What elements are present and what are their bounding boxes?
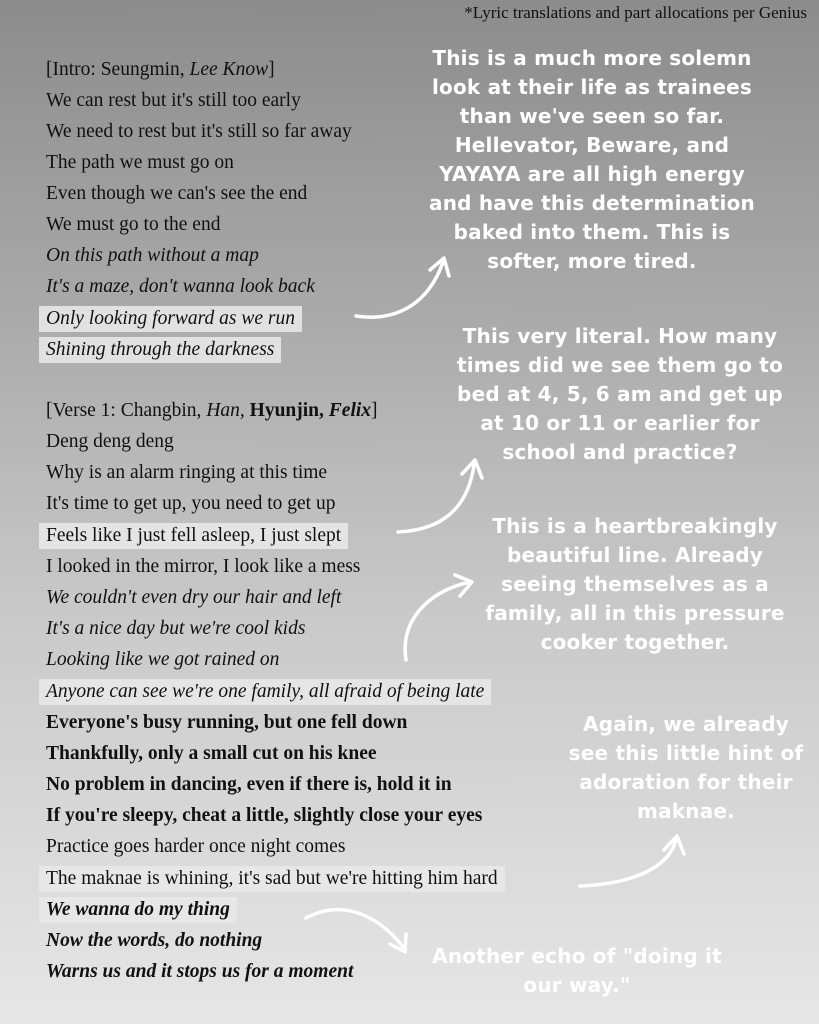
lyric-line: Everyone's busy running, but one fell down	[46, 712, 408, 733]
highlighted-lyric-line: Shining through the darkness	[39, 337, 281, 363]
highlighted-lyric-line: Anyone can see we're one family, all afraid of being late	[39, 679, 491, 705]
annotation-solemn	[400, 44, 784, 276]
annotation-line: than we've seen so far.	[459, 104, 725, 128]
annotation-line: baked into them. This is	[453, 220, 731, 244]
lyric-line: We must go to the end	[46, 214, 221, 235]
header-han: Han,	[206, 400, 245, 421]
highlighted-lyric-line: Feels like I just fell asleep, I just slept	[39, 523, 348, 549]
lyric-line: Practice goes harder once night comes	[46, 836, 346, 857]
annotation-maknae	[556, 710, 816, 826]
annotation-line: times did we see them go to	[456, 353, 784, 377]
annotation-line: family, all in this pressure	[485, 601, 785, 625]
lyric-line: Even though we can's see the end	[46, 183, 308, 204]
translation-credit: *Lyric translations and part allocations per Genius	[464, 3, 807, 22]
annotation-line: Hellevator, Beware, and	[454, 133, 730, 157]
annotation-line: look at their life as trainees	[431, 75, 752, 99]
lyric-line: Thankfully, only a small cut on his knee	[46, 743, 377, 764]
annotation-line: at 10 or 11 or earlier for	[480, 411, 760, 435]
section-header-intro	[46, 57, 275, 83]
highlighted-lyric-line: We wanna do my thing	[39, 897, 237, 923]
lyric-line: We couldn't even dry our hair and left	[46, 587, 342, 608]
lyric-line: Now the words, do nothing	[46, 930, 263, 951]
annotation-line: Again, we already	[583, 712, 789, 736]
lyric-line: Why is an alarm ringing at this time	[46, 462, 328, 483]
annotation-line: bed at 4, 5, 6 am and get up	[457, 382, 783, 406]
annotation-line: softer, more tired.	[487, 249, 697, 273]
annotation-line: seeing themselves as a	[501, 572, 769, 596]
annotation-line: This is a much more solemn	[432, 46, 752, 70]
annotation-line: maknae.	[637, 799, 735, 823]
annotation-line: school and practice?	[502, 440, 738, 464]
section-header-verse-1	[46, 398, 378, 424]
header-hyunjin: Hyunjin,	[249, 400, 324, 421]
lyric-line: It's a maze, don't wanna look back	[46, 276, 315, 297]
lyric-line: We need to rest but it's still so far away	[46, 121, 352, 142]
lyric-line: We can rest but it's still too early	[46, 90, 301, 111]
lyric-line: Deng deng deng	[46, 431, 174, 452]
lyric-line: I looked in the mirror, I look like a mess	[46, 556, 361, 577]
annotation-line: This very literal. How many	[462, 324, 778, 348]
annotation-our-way	[412, 942, 742, 1000]
annotation-line: and have this determination	[429, 191, 755, 215]
annotation-line: cooker together.	[540, 630, 730, 654]
annotation-line: YAYAYA are all high energy	[439, 162, 745, 186]
lyric-line: If you're sleepy, cheat a little, slightly close your eyes	[46, 805, 483, 826]
highlighted-lyric-line: Only looking forward as we run	[39, 306, 302, 332]
highlighted-lyric-line: The maknae is whining, it's sad but we're hitting him hard	[39, 866, 505, 892]
header-felix: Felix	[328, 400, 372, 421]
annotation-line: This is a heartbreakingly	[492, 514, 778, 538]
lyric-line: It's time to get up, you need to get up	[46, 493, 336, 514]
header-text: [Verse 1: Changbin,	[46, 400, 207, 421]
lyric-line: On this path without a map	[46, 245, 259, 266]
header-bracket: ]	[371, 400, 378, 421]
annotation-line: adoration for their	[579, 770, 793, 794]
header-bracket: ]	[268, 59, 275, 80]
header-lee-know: Lee Know	[189, 59, 269, 80]
header-text: [Intro: Seungmin,	[46, 59, 190, 80]
lyric-line: No problem in dancing, even if there is, hold it in	[46, 774, 452, 795]
annotation-line: our way."	[523, 973, 631, 997]
lyric-line: It's a nice day but we're cool kids	[46, 618, 306, 639]
annotation-line: see this little hint of	[568, 741, 804, 765]
lyric-line: Looking like we got rained on	[46, 649, 280, 670]
lyric-line: The path we must go on	[46, 152, 234, 173]
annotation-line: Another echo of "doing it	[432, 944, 722, 968]
lyric-line: Warns us and it stops us for a moment	[46, 961, 354, 982]
annotation-family	[460, 512, 810, 657]
annotation-literal	[428, 322, 812, 467]
annotation-line: beautiful line. Already	[506, 543, 764, 567]
